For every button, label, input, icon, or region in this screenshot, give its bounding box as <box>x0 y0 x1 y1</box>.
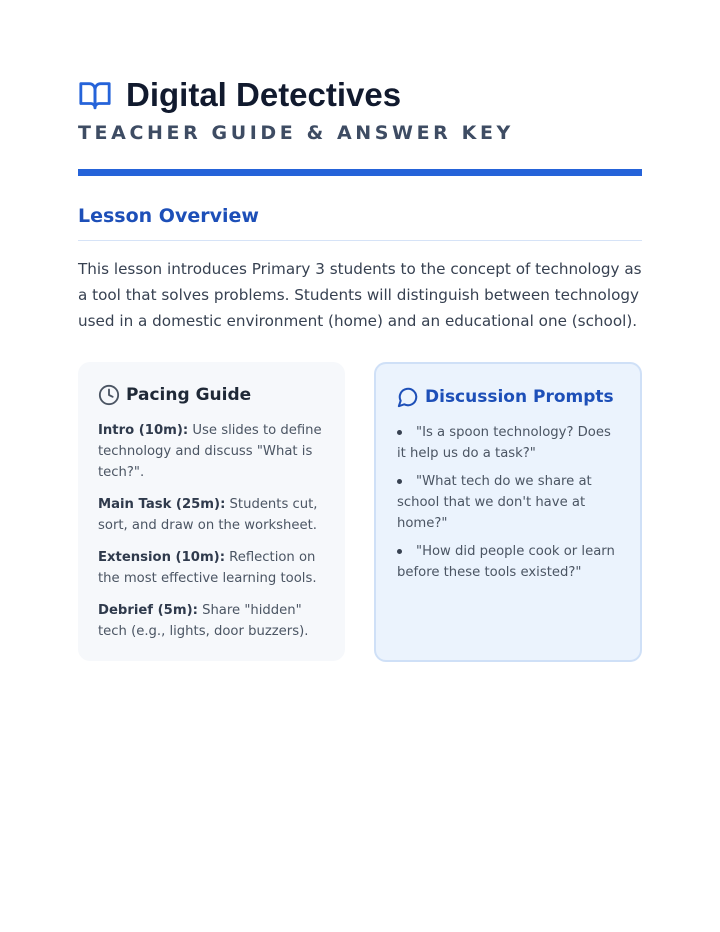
pacing-item-label: Main Task (25m): <box>98 497 226 512</box>
pacing-item-text: Use slides to define technology and discuss "What is tech?". <box>98 423 322 480</box>
document-title: Digital Detectives <box>126 76 402 113</box>
bullet-icon <box>397 549 402 554</box>
header-divider <box>78 169 642 176</box>
pacing-item-label: Debrief (5m): <box>98 603 198 618</box>
pacing-item <box>98 547 325 589</box>
document-subtitle: TEACHER GUIDE & ANSWER KEY <box>78 122 514 144</box>
lesson-overview-text: This lesson introduces Primary 3 students to the concept of technology as a tool that solves problems. Students will distinguish between technology used in a domestic environment (home) and an educational one (school). <box>78 260 642 330</box>
prompt-text: "What tech do we share at school that we don't have at home?" <box>397 474 592 531</box>
lesson-overview-heading: Lesson Overview <box>78 205 259 227</box>
discussion-prompts-card <box>374 362 642 662</box>
pacing-item <box>98 600 325 642</box>
pacing-guide-header <box>98 382 325 408</box>
pacing-item-text: Students cut, sort, and draw on the worksheet. <box>98 497 318 533</box>
discussion-prompts-header <box>397 384 620 410</box>
speech-bubble-icon <box>397 386 419 408</box>
prompt-item <box>397 541 620 583</box>
pacing-item-text: Reflection on the most effective learning tools. <box>98 550 317 586</box>
clock-icon <box>98 384 120 406</box>
section-divider <box>78 240 642 241</box>
discussion-prompts-title: Discussion Prompts <box>425 387 614 407</box>
pacing-item-label: Extension (10m): <box>98 550 225 565</box>
pacing-item <box>98 494 325 536</box>
pacing-item-text: Share "hidden" tech (e.g., lights, door buzzers). <box>98 603 309 639</box>
prompt-item <box>397 422 620 464</box>
prompt-list <box>397 422 620 583</box>
bullet-icon <box>397 479 402 484</box>
prompt-text: "Is a spoon technology? Does it help us do a task?" <box>397 425 611 461</box>
prompt-text: "How did people cook or learn before these tools existed?" <box>397 544 615 580</box>
pacing-item-label: Intro (10m): <box>98 423 189 438</box>
title-row <box>78 76 642 114</box>
pacing-guide-title: Pacing Guide <box>126 385 252 405</box>
bullet-icon <box>397 430 402 435</box>
document-header <box>78 76 642 144</box>
pacing-guide-card <box>78 362 345 661</box>
open-book-icon <box>78 78 112 112</box>
prompt-item <box>397 471 620 534</box>
pacing-item <box>98 420 325 483</box>
